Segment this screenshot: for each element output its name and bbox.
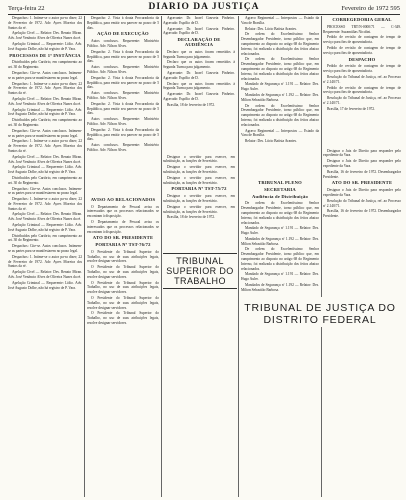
paragraph: Designar o Juiz de Direito para responder pelo expediente da Vara. [323, 188, 401, 197]
paragraph: Despachos: Cite-se. Autos conclusos. Intimem-se as partes para se manifestarem no prazo legal. [8, 70, 82, 80]
paragraph: Despacho: 2. Vista à douta Procuradoria da República, para emitir seu parecer no prazo de 5 dias. [87, 16, 159, 30]
despacho-heading: DESPACHO [348, 56, 376, 62]
paragraph: Despachos: Cite-se. Autos conclusos. Intimem-se as partes para se manifestarem no prazo legal. [8, 186, 82, 196]
paragraph: O Presidente do Tribunal Superior do Trabalho, no uso de suas atribuições legais, resolve designar servidores. [87, 280, 159, 295]
header-title: DIARIO DA JUSTIÇA [148, 2, 260, 12]
paragraph: Despacho: 2. Vista à douta Procuradoria da República, para emitir seu parecer no prazo de 5 dias. [87, 75, 159, 90]
paragraph: Mandado de Segurança nº 1.191 — Relator: Des. Hugo Auler. [241, 272, 319, 282]
paragraph: Declaro que os autos foram remetidos à Segunda Turma para julgamento. [163, 60, 235, 70]
column-5 [323, 16, 401, 497]
section-heading: AÇÃO DE EXECUÇÃO [97, 31, 149, 37]
ato-presidente-heading: ATO DO SR. PRESIDENTE [331, 180, 393, 186]
paragraph: Designar o servidor para exercer, em substituição, as funções de Secretário. [163, 194, 235, 203]
paragraph: Agravante: Dr. Israel Gouveia Pinheiro. Agravado: Espólio de D. [163, 70, 235, 80]
paragraph: Designar o Juiz de Direito para responder pelo expediente da Vara. [323, 159, 401, 168]
paragraph: Pedido de revisão de contagem de tempo de serviço para fins de aposentadoria. [323, 45, 401, 55]
section-heading: DECLARAÇÃO DE AUDIÊNCIA [177, 37, 221, 47]
column-rule [84, 16, 85, 497]
column-2 [87, 16, 159, 497]
paragraph: Apelação Criminal — Requerente: Lídio. Adv. José Augusto Dolhe, não há registro de P. Vara. [8, 165, 82, 175]
paragraph: Autos conclusos. Requerente: Ministério Público. Adv. Nilson Alves. [87, 143, 159, 152]
paragraph: Apelação Criminal — Requerente: Lídio. Adv. José Augusto Dolhe, não há registro de P. Vara. [8, 223, 82, 232]
paragraph: Brasília, 18 de fevereiro de 1972. [167, 215, 215, 220]
paragraph: Distribuídos pelo Cartório, em cumprimento ao art. 30 do Regimento. [8, 118, 82, 127]
paragraph: Despacho: 2. Vista à douta Procuradoria da República, para emitir seu parecer no prazo de 5 dias. [87, 101, 159, 116]
paragraph: Relator: Des. Lúcio Batista Arantes. [245, 26, 297, 31]
paragraph: Mandados de Segurança nº 1.192 — Relator: Des. Milton Sebastião Barbosa. [241, 92, 319, 102]
paragraph: Apelação Criminal — Requerente: Lídio. Adv. José Augusto Dolhe, não há registro de P. Vara. [8, 41, 82, 51]
section-heading: ATO DO SR. PRESIDENTE [92, 235, 154, 241]
header-date: Terça-feira 22 [8, 5, 45, 12]
paragraph: Mandado de Segurança nº 1.191 — Relator: Des. Hugo Auler. [241, 226, 319, 236]
paragraph: Despachos: Cite-se. Autos conclusos. Intimem-se as partes para se manifestarem no prazo legal. [8, 128, 82, 138]
tjdf-banner: TRIBUNAL DE JUSTIÇA DO DISTRITO FEDERAL [241, 302, 399, 327]
paragraph: Pedido de revisão de contagem de tempo de serviço para fins de aposentadoria. [323, 64, 401, 74]
paragraph: Despacho: 2. Vista à douta Procuradoria da República, para emitir seu parecer no prazo de 5 dias. [87, 49, 159, 64]
paragraph: Apelação Cível — Relator: Des. Renato Miran. Adv. José Venâncio Alves de Oliveira Nunes da ré. [8, 154, 82, 164]
paragraph: Brasília, 17 de fevereiro de 1972. [327, 106, 375, 111]
paragraph: Despachos: 1. Intime-se o autor pa-ra dizer; 22 de Fevereiro de 1972. Adv. Ayres Moreira dos Santos da ré. [8, 81, 82, 96]
section-heading: PROCESSOS DE 1ª INSTÂNCIA [9, 52, 81, 58]
paragraph: Designar o Juiz de Direito para responder pelo expediente da Vara. [323, 148, 401, 158]
paragraph: Apelação Criminal — Requerente: Lídio. Adv. José Augusto Dolhe, não há registro de P. Vara. [8, 107, 82, 117]
paragraph: Relator: Des. Lúcio Batista Arantes. [245, 139, 297, 144]
paragraph: Brasília, 16 de fevereiro de 1972. Desembargador Presidente. [323, 169, 401, 179]
paragraph: Mandados de Segurança nº 1.192 — Relator: Des. Milton Sebastião Barbosa. [241, 236, 319, 246]
paragraph: Apelação Cível — Relator: Des. Renato Miran. Adv. José Venâncio Alves de Oliveira Nunes da ré. [8, 212, 82, 222]
paragraph: O Presidente do Tribunal Superior do Trabalho, no uso de suas atribuições legais, resolve designar servidores. [87, 296, 159, 310]
paragraph: Despachos: 1. Intime-se o autor pa-ra dizer; 22 de Fevereiro de 1972. Adv. Ayres Moreira dos Santos da ré. [8, 254, 82, 269]
column-rule [238, 16, 239, 497]
paragraph: O Departamento de Pessoal avisa os interessados que os processos relacionados se encontram à disposição. [87, 219, 159, 234]
section-heading: PORTARIA Nº TST-76/72 [95, 242, 151, 248]
paragraph: De ordem do Excelentíssimo Senhor Desembargador Presidente, torno público que, em cumprimento ao disposto no artigo 68 do Regimento Interno, foi realizada a distribuição dos feitos abaixo relacionados. [241, 247, 319, 271]
paragraph: Apelação Cível — Relator: Des. Renato Miran. Adv. José Venâncio Alves de Oliveira Nunes da ré. [8, 96, 82, 106]
paragraph: Apelação Criminal — Requerente: Lídio. Adv. José Augusto Dolhe, não há registro de P. Vara. [8, 280, 82, 290]
paragraph: Apelação Cível — Relator: Des. Renato Miran. Adv. José Venâncio Alves de Oliveira Nunes da ré. [8, 31, 82, 41]
paragraph: Distribuídos pelo Cartório, em cumprimento ao art. 30 do Regimento. [8, 233, 82, 243]
paragraph: Despacho: 2. Vista à douta Procuradoria da República, para emitir seu parecer no prazo de 5 dias. [87, 127, 159, 142]
column-1 [8, 16, 82, 497]
paragraph: Designar o servidor para exercer, em substituição, as funções de Secretário. [163, 175, 235, 185]
paragraph: Designar o servidor para exercer, em substituição, as funções de Secretário. [163, 204, 235, 214]
paragraph: Agravante: Dr. Israel Gouveia Pinheiro. Agravado: Espólio de D. [163, 92, 235, 101]
paragraph: Declaro que os autos foram remetidos à Segunda Turma para julgamento. [163, 49, 235, 59]
paragraph: Declaro que os autos foram remetidos à Segunda Turma para julgamento. [163, 81, 235, 91]
paragraph: Autos conclusos. Requerente: Ministério Público. Adv. Nilson Alves. [87, 65, 159, 74]
paragraph: Autos conclusos. Requerente: Ministério Público. Adv. Nilson Alves. [87, 39, 159, 48]
header-page: Fevereiro de 1972 595 [341, 5, 400, 12]
section-heading: AVISO AO RELACIONADOS [90, 196, 156, 202]
paragraph: Resolução do Tribunal de Justiça, ref. ao Processo nº 2.140/71. [323, 96, 401, 105]
paragraph: Brasília, 18 de fevereiro de 1972. [167, 102, 215, 107]
paragraph: Despachos: Cite-se. Autos conclusos. Intimem-se as partes para se manifestarem no prazo legal. [8, 244, 82, 254]
paragraph: Brasília, 16 de fevereiro de 1972. Desembargador Presidente. [323, 209, 401, 219]
paragraph: Despachos: 1. Intime-se o autor pa-ra dizer; 22 de Fevereiro de 1972. Adv. Ayres Moreira dos Santos da ré. [8, 197, 82, 211]
secretaria-heading: SECRETARIA [264, 186, 296, 192]
column-4 [241, 16, 319, 497]
paragraph: O Departamento de Pessoal avisa os interessados que os processos relacionados se encontram à disposição. [87, 204, 159, 219]
paragraph: Apelação Cível — Relator: Des. Renato Miran. Adv. José Venâncio Alves de Oliveira Nunes da ré. [8, 270, 82, 280]
page-header [8, 2, 400, 15]
paragraph: Despachos: 1. Intime-se o autor pa-ra dizer; 22 de Fevereiro de 1972. Adv. Ayres Moreira dos Santos da ré. [8, 139, 82, 153]
paragraph: Agravante: Dr. Israel Gouveia Pinheiro. Agravado: Espólio de D. [163, 16, 235, 25]
audiencia-heading: Audiência de Distribuição [251, 193, 309, 199]
paragraph: Pedido de revisão de contagem de tempo de serviço para fins de aposentadoria. [323, 35, 401, 45]
paragraph: De ordem do Excelentíssimo Senhor Desembargador Presidente, torno público que, em cumprimento ao disposto no artigo 68 do Regimento Interno, foi realizada a distribuição dos feitos abaixo relacionados. [241, 201, 319, 225]
paragraph: Pedido de revisão de contagem de tempo de serviço para fins de aposentadoria. [323, 85, 401, 95]
paragraph: De ordem do Excelentíssimo Senhor Desembargador Presidente, torno público que, em cumprimento ao disposto no artigo 68 do Regimento Interno, foi realizada a distribuição dos feitos abaixo relacionados. [241, 57, 319, 81]
section-heading: PORTARIA Nº TST-75/72 [171, 186, 227, 192]
paragraph: De ordem do Excelentíssimo Senhor Desembargador Presidente, torno público que, em cumprimento ao disposto no artigo 68 do Regimento Interno, foi realizada a distribuição dos feitos abaixo relacionados. [241, 103, 319, 127]
paragraph: Mandado de Segurança nº 1.191 — Relator: Des. Hugo Auler. [241, 82, 319, 92]
paragraph: Resolução do Tribunal de Justiça, ref. ao Processo nº 2.140/71. [323, 198, 401, 208]
corregedoria-heading: CORREGEDORIA GERAL [332, 17, 392, 22]
paragraph: O Presidente do Tribunal Superior do Trabalho, no uso de suas atribuições legais, resolve designar servidores. [87, 311, 159, 326]
paragraph: Distribuídos pelo Cartório, em cumprimento ao art. 30 do Regimento. [8, 60, 82, 70]
paragraph: Designar o servidor para exercer, em substituição, as funções de Secretário. [163, 154, 235, 164]
tst-banner: TRIBUNAL SUPERIOR DO TRABALHO [163, 253, 237, 289]
paragraph: Designar o servidor para exercer, em substituição, as funções de Secretário. [163, 165, 235, 174]
paragraph: Agravante: Dr. Israel Gouveia Pinheiro. Agravado: Espólio de D. [163, 26, 235, 36]
paragraph: Despachos: 1. Intime-se o autor pa-ra dizer; 22 de Fevereiro de 1972. Adv. Ayres Moreira dos Santos da ré. [8, 16, 82, 30]
paragraph: O Presidente do Tribunal Superior do Trabalho, no uso de suas atribuições legais, resolve designar servidores. [87, 249, 159, 264]
paragraph: PROCESSO TRT/N-0000/71 — C-349. Requerente: Suzamálias Nicolini. [323, 24, 401, 34]
paragraph: De ordem do Excelentíssimo Senhor Desembargador Presidente, torno público que, em cumprimento ao disposto no artigo 68 do Regimento Interno, foi realizada a distribuição dos feitos abaixo relacionados. [241, 32, 319, 56]
paragraph: Autos conclusos. Requerente: Ministério Público. Adv. Nilson Alves. [87, 117, 159, 126]
paragraph: Mandados de Segurança nº 1.192 — Relator: Des. Milton Sebastião Barbosa. [241, 283, 319, 292]
paragraph: Agravo Regimental — Interpostos — Estado da Vara de Brasília. [241, 16, 319, 25]
paragraph: O Presidente do Tribunal Superior do Trabalho, no uso de suas atribuições legais, resolve designar servidores. [87, 265, 159, 279]
paragraph: Distribuídos pelo Cartório, em cumprimento ao art. 30 do Regimento. [8, 175, 82, 185]
paragraph: Resolução do Tribunal de Justiça, ref. ao Processo nº 2.140/71. [323, 74, 401, 84]
column-rule [321, 16, 322, 497]
paragraph: Agravo Regimental — Interpostos — Estado da Vara de Brasília. [241, 128, 319, 138]
paragraph: Autos conclusos. Requerente: Ministério Público. Adv. Nilson Alves. [87, 91, 159, 100]
tribunal-pleno-heading: TRIBUNAL PLENO [258, 179, 302, 185]
